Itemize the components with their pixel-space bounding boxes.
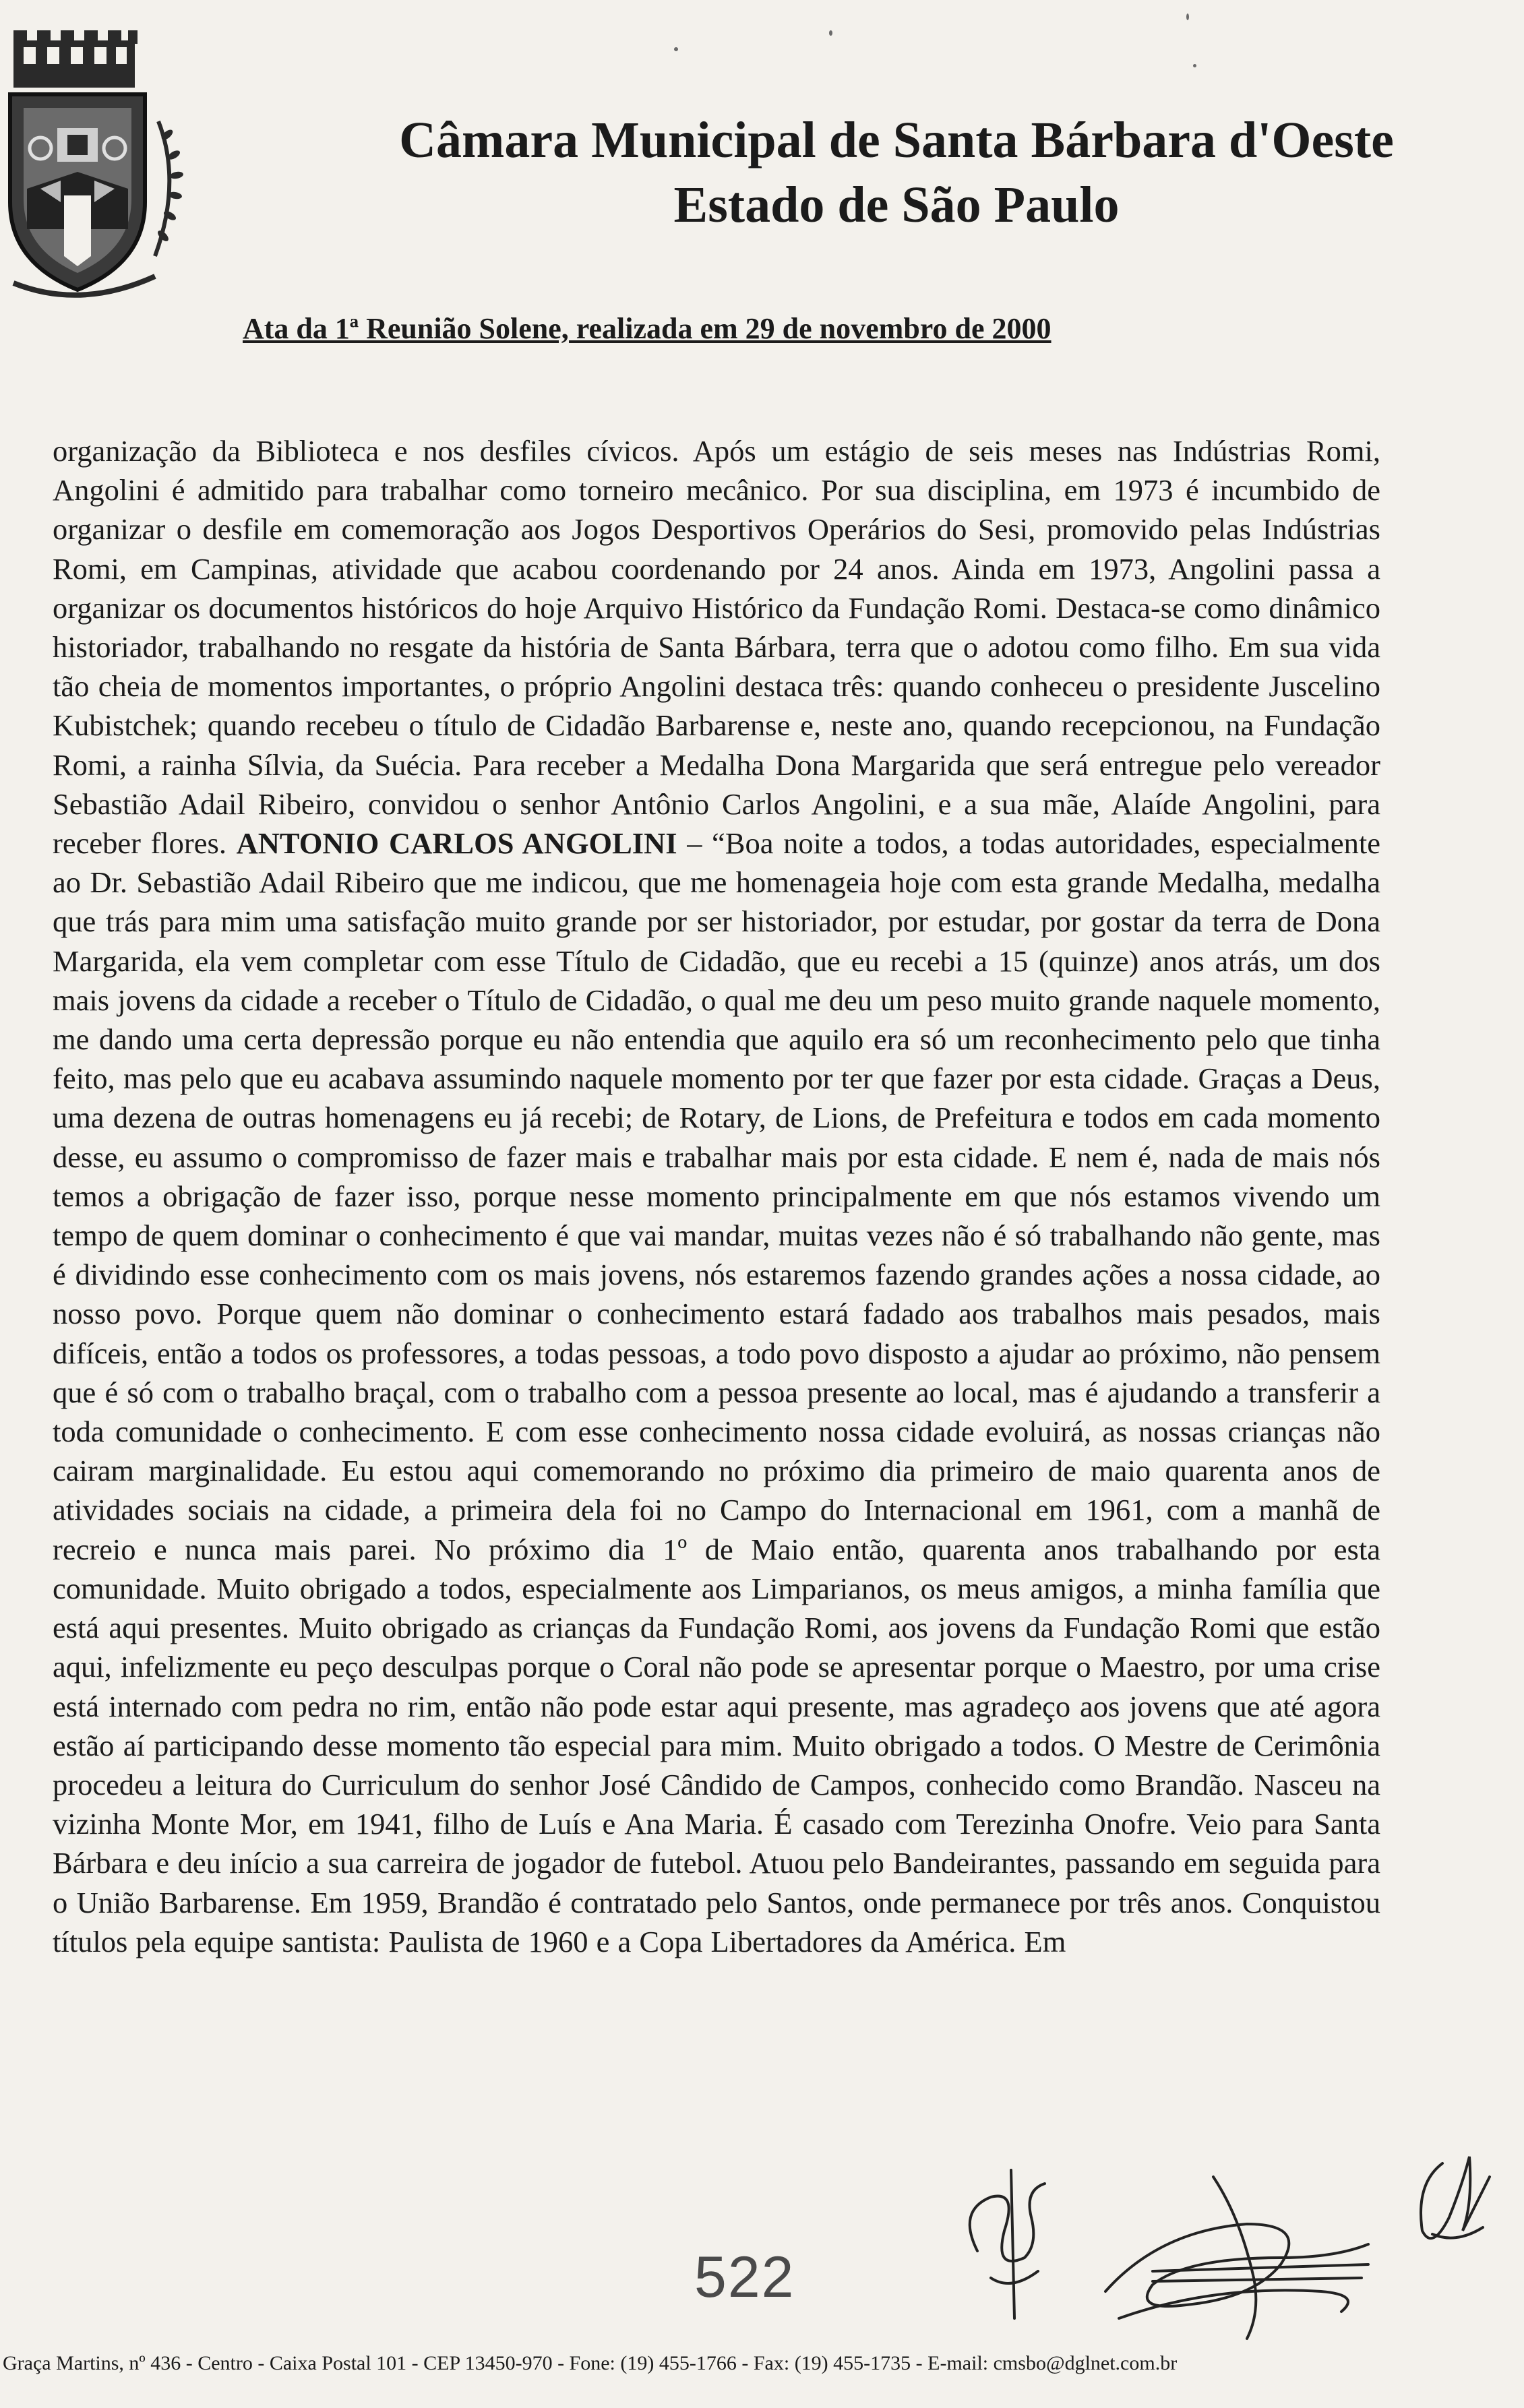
- institution-name: Câmara Municipal de Santa Bárbara d'Oeste: [399, 112, 1394, 168]
- footer-address: Graça Martins, nº 436 - Centro - Caixa Postal 101 - CEP 13450-970 - Fone: (19) 455-1766 - Fax: (19) 455-1735 - E-mail: cmsbo@dglnet.com.br: [3, 2352, 1178, 2374]
- scan-speck: [829, 30, 832, 36]
- body-text-speech: – “Boa noite a todos, a todas autoridades, especialmente ao Dr. Sebastião Adail Ribeiro que me indicou, que me homenageia hoje com esta grande Medalha, medalha que trás para mim uma satisfação muito grande por ser historiador, por estudar, por gostar da terra de Dona Margarida, ela vem completar com esse Título de Cidadão, que eu recebi a 15 (quinze) anos atrás, um dos mais jovens da cidade a receber o Título de Cidadão, o qual me deu um peso muito grande naquele momento, me dando uma certa depressão porque eu não entendia que aquilo era só um reconhecimento pelo que tinha feito, mas pelo que eu acabava assumindo naquele momento por ter que fazer por esta cidade. Graças a Deus, uma dezena de outras homenagens eu já recebi; de Rotary, de Lions, de Prefeitura e todos em cada momento desse, eu assumo o compromisso de fazer mais e trabalhar mais por esta cidade. E nem é, nada de mais nós temos a obrigação de fazer isso, porque nesse momento principalmente em que nós estamos vivendo um tempo de quem dominar o conhecimento é que vai mandar, muitas vezes não é só trabalhando não gente, mas é dividindo esse conhecimento com os mais jovens, nós estaremos fazendo grandes ações a nossa cidade, ao nosso povo. Porque quem não dominar o conhecimento estará fadado aos trabalhos mais pesados, mais difíceis, então a todos os professores, a todas pessoas, a todo povo disposto a ajudar ao próximo, não pensem que é só com o trabalho braçal, com o trabalho com a pessoa presente ao local, mas é ajudando a transferir a toda comunidade o conhecimento. E com esse conhecimento nossa cidade evoluirá, as nossas crianças não cairam marginalidade. Eu estou aqui comemorando no próximo dia primeiro de maio quarenta anos de atividades sociais na cidade, a primeira dela foi no Campo do Internacional em 1961, com a manhã de recreio e nunca mais parei. No próximo dia 1º de Maio então, quarenta anos trabalhando por esta comunidade. Muito obrigado a todos, especialmente aos Limparianos, os meus amigos, a minha família que está aqui presentes. Muito obrigado as crianças da Fundação Romi, aos jovens da Fundação Romi que estão aqui, infelizmente eu peço desculpas porque o Coral não pode se apresentar porque o Maestro, por uma crise está internado com pedra no rim, então não pode estar aqui presente, mas agradeço aos jovens que até agora estão aí participando desse momento tão especial para mim. Muito obrigado a todos. O Mestre de Cerimônia procedeu a leitura do Curriculum do senhor José Cândido de Campos, conhecido como Brandão. Nasceu na vizinha Monte Mor, em 1941, filho de Luís e Ana Maria. É casado com Terezinha Onofre. Veio para Santa Bárbara e deu início a sua carreira de jogador de futebol. Atuou pelo Bandeirantes, passando em seguida para o União Barbarense. Em 1959, Brandão é contratado pelo Santos, onde permanece por três anos. Conquistou títulos pela equipe santista: Paulista de 1960 e a Copa Libertadores da América. Em: [53, 826, 1380, 1958]
- minutes-body: [53, 431, 1380, 1961]
- body-text-intro: organização da Biblioteca e nos desfiles cívicos. Após um estágio de seis meses nas Indústrias Romi, Angolini é admitido para trabalhar como torneiro mecânico. Por sua disciplina, em 1973 é incumbido de organizar o desfile em comemoração aos Jogos Desportivos Operários do Sesi, promovido pelas Indústrias Romi, em Campinas, atividade que acabou coordenando por 24 anos. Ainda em 1973, Angolini passa a organizar os documentos históricos do hoje Arquivo Histórico da Fundação Romi. Destaca-se como dinâmico historiador, trabalhando no resgate da história de Santa Bárbara, terra que o adotou como filho. Em sua vida tão cheia de momentos importantes, o próprio Angolini destaca três: quando conheceu o presidente Juscelino Kubistchek; quando recebeu o título de Cidadão Barbarense e, neste ano, quando recepcionou, na Fundação Romi, a rainha Sílvia, da Suécia. Para receber a Medalha Dona Margarida que será entregue pelo vereador Sebastião Adail Ribeiro, convidou o senhor Antônio Carlos Angolini, e a sua mãe, Alaíde Angolini, para receber flores.: [53, 434, 1380, 861]
- scan-speck: [1186, 13, 1189, 20]
- scan-speck: [1193, 64, 1196, 67]
- municipal-coat-of-arms-icon: [0, 27, 195, 303]
- speaker-name: ANTONIO CARLOS ANGOLINI: [236, 826, 677, 861]
- handwritten-signatures: [930, 2116, 1523, 2359]
- scan-speck: [674, 47, 678, 51]
- document-title: Ata da 1ª Reunião Solene, realizada em 29 de novembro de 2000: [243, 312, 1051, 345]
- institution-state: Estado de São Paulo: [673, 177, 1120, 233]
- page-number: 522: [694, 2245, 795, 2310]
- letterhead: [290, 108, 1503, 237]
